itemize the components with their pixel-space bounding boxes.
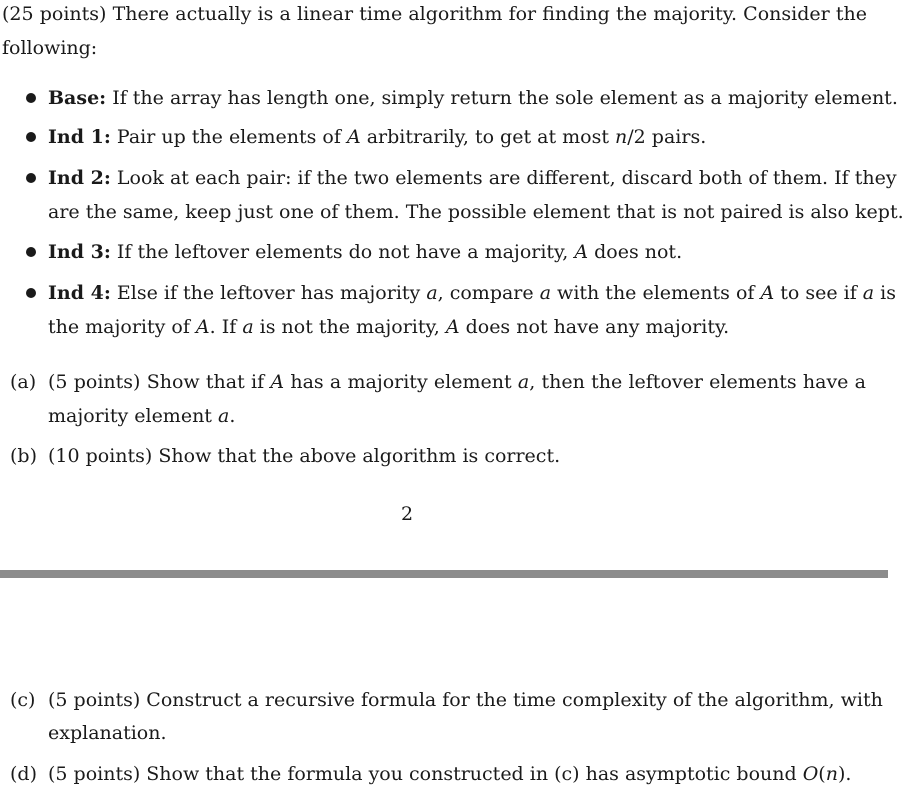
- intro-line-1: (25 points) There actually is a linear time algorithm for finding the majority. Consider the: [2, 3, 867, 25]
- item-text: arbitrarily, to get at most: [360, 126, 616, 148]
- page-number: 2: [400, 503, 414, 525]
- item-text: majority element: [48, 405, 218, 427]
- math-var: a: [517, 371, 530, 393]
- item-text: .: [229, 405, 236, 427]
- item-label: Ind 4:: [48, 282, 111, 304]
- item-label: Ind 2:: [48, 167, 111, 189]
- part-d-label: (d): [10, 763, 37, 785]
- item-text: to see if: [774, 282, 863, 304]
- item-text: is: [874, 282, 896, 304]
- item-text: If the leftover elements do not have a majority,: [116, 241, 575, 263]
- item-text: is not the majority,: [253, 316, 446, 338]
- bullet-icon: [26, 247, 36, 257]
- bullet-icon: [26, 93, 36, 103]
- math-var: a: [426, 282, 438, 304]
- item-label: Ind 3:: [48, 241, 111, 263]
- math-var: a: [862, 282, 875, 304]
- math-var: A: [445, 316, 460, 338]
- item-text: has a majority element: [284, 371, 518, 393]
- item-ind-4-line-2: [48, 315, 729, 339]
- item-text: If the array has length one, simply return the sole element as a majority element.: [112, 87, 898, 109]
- page-3-content: [0, 578, 888, 793]
- item-text: Look at each pair: if the two elements are different, discard both of them. If they: [116, 167, 897, 189]
- item-ind-3: [48, 240, 682, 264]
- math-var: a: [539, 282, 552, 304]
- math-var: n: [825, 763, 838, 785]
- item-ind-1: [48, 125, 706, 149]
- part-c-label: (c): [10, 689, 36, 711]
- math-var: a: [242, 316, 254, 338]
- math-var: n: [615, 126, 628, 148]
- math-var: a: [217, 405, 230, 427]
- bullet-icon: [26, 288, 36, 298]
- math-var: A: [270, 371, 285, 393]
- item-text: with the elements of: [551, 282, 761, 304]
- item-text: (5 points) Show that the formula you constructed in (c) has asymptotic bound: [48, 763, 803, 785]
- part-d-line-1: [48, 762, 851, 786]
- item-ind-4-line-1: [48, 281, 896, 305]
- part-c-line-1: (5 points) Construct a recursive formula for the time complexity of the algorithm, with: [48, 689, 883, 711]
- item-text: (5 points) Show that if: [48, 371, 271, 393]
- item-label: Base:: [48, 87, 107, 109]
- part-b-label: (b): [10, 445, 37, 467]
- item-text: . If: [209, 316, 243, 338]
- part-a-label: (a): [10, 371, 37, 393]
- item-text: ).: [837, 763, 852, 785]
- item-text: , compare: [437, 282, 540, 304]
- item-text: Else if the leftover has majority: [116, 282, 427, 304]
- math-var: A: [760, 282, 775, 304]
- item-text: does not have any majority.: [459, 316, 730, 338]
- math-var: O: [802, 763, 819, 785]
- item-ind-2-line-1: [48, 166, 897, 190]
- item-text: the majority of: [48, 316, 196, 338]
- part-a-line-2: [48, 404, 235, 428]
- math-var: A: [574, 241, 589, 263]
- page-divider: [0, 570, 888, 578]
- part-a-line-1: [48, 370, 866, 394]
- item-base: [48, 86, 898, 110]
- bullet-icon: [26, 132, 36, 142]
- item-text: , then the leftover elements have a: [529, 371, 866, 393]
- item-label: Ind 1:: [48, 126, 111, 148]
- item-text: does not.: [588, 241, 683, 263]
- item-ind-2-line-2: are the same, keep just one of them. The possible element that is not paired is also kept.: [48, 201, 904, 223]
- math-var: A: [346, 126, 361, 148]
- part-b-line-1: (10 points) Show that the above algorithm is correct.: [48, 445, 561, 467]
- part-c-line-2: explanation.: [48, 722, 167, 744]
- item-text: Pair up the elements of: [116, 126, 347, 148]
- item-text: (: [818, 763, 826, 785]
- item-text: /2 pairs.: [627, 126, 707, 148]
- intro-line-2: following:: [2, 37, 98, 59]
- bullet-icon: [26, 173, 36, 183]
- math-var: A: [195, 316, 210, 338]
